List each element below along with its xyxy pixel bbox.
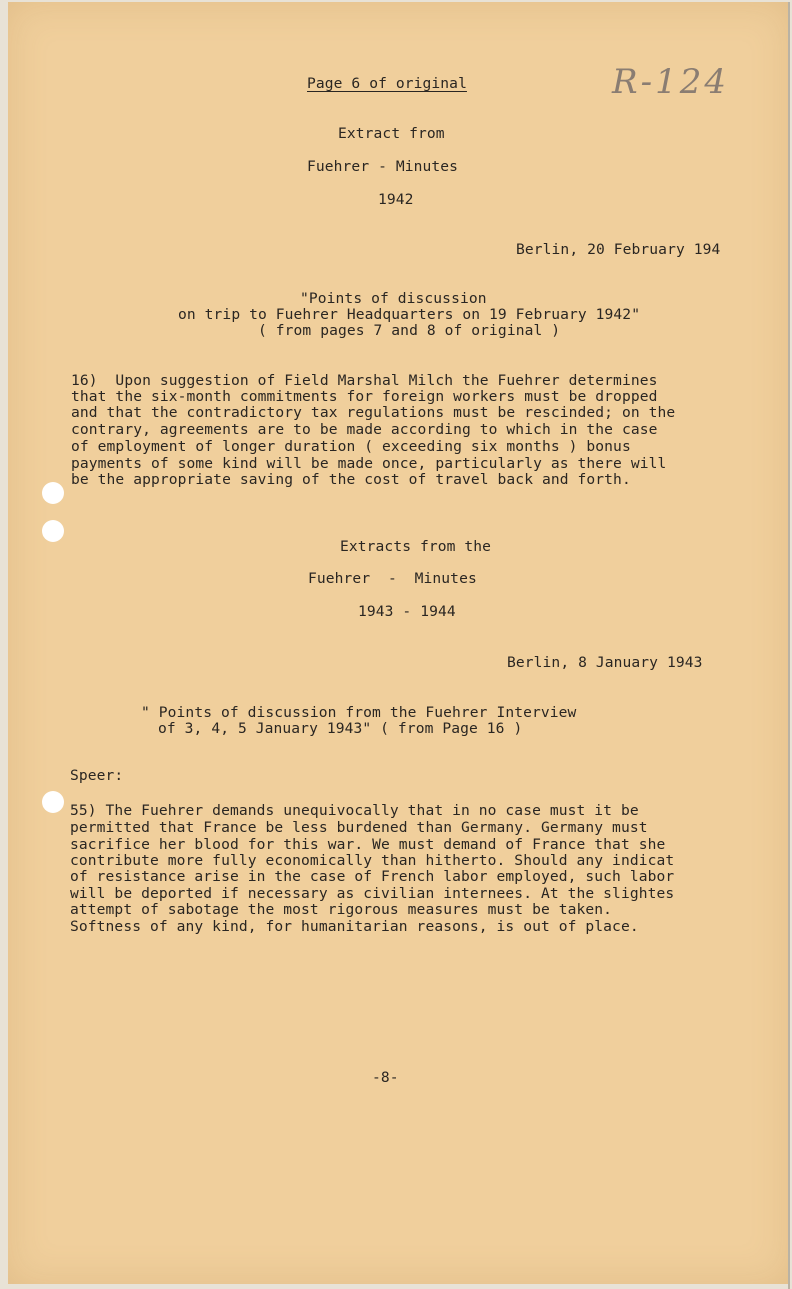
paragraph-line: Softness of any kind, for humanitarian reasons, is out of place.	[70, 918, 639, 935]
paragraph-line: 16) Upon suggestion of Field Marshal Milch the Fuehrer determines	[71, 372, 658, 389]
paragraph-line: of employment of longer duration ( exceeding six months ) bonus	[71, 438, 631, 455]
document-page	[8, 2, 790, 1284]
paragraph-line: and that the contradictory tax regulations must be rescinded; on the	[71, 404, 676, 421]
extract1-discussion-line3: ( from pages 7 and 8 of original )	[258, 322, 561, 339]
paragraph-line: that the six-month commitments for foreign workers must be dropped	[71, 388, 658, 405]
speaker-label: Speer:	[70, 767, 124, 784]
paragraph-line: contribute more fully economically than hitherto. Should any indicat	[70, 852, 675, 869]
extract1-year: 1942	[378, 191, 414, 208]
page-label: Page 6 of original	[307, 75, 467, 92]
punch-hole-1	[42, 482, 64, 504]
extract1-title: Extract from	[338, 125, 445, 142]
extract2-subtitle: Fuehrer - Minutes	[308, 570, 477, 587]
paragraph-line: of resistance arise in the case of French labor employed, such labor	[70, 868, 675, 885]
extract2-discussion-line1: " Points of discussion from the Fuehrer Interview	[141, 704, 577, 721]
extract2-place-date: Berlin, 8 January 1943	[507, 654, 703, 671]
paragraph-line: sacrifice her blood for this war. We must demand of France that she	[70, 836, 666, 853]
paragraph-line: contrary, agreements are to be made according to which in the case	[71, 421, 658, 438]
paragraph-line: be the appropriate saving of the cost of travel back and forth.	[71, 471, 631, 488]
page-number: -8-	[372, 1069, 399, 1086]
extract2-years: 1943 - 1944	[358, 603, 456, 620]
extract1-subtitle: Fuehrer - Minutes	[307, 158, 459, 175]
paragraph-line: will be deported if necessary as civilian internees. At the slightes	[70, 885, 675, 902]
extract1-discussion-line2: on trip to Fuehrer Headquarters on 19 February 1942"	[178, 306, 641, 323]
paragraph-line: permitted that France be less burdened than Germany. Germany must	[70, 819, 648, 836]
page-edge	[788, 2, 790, 1289]
paragraph-line: 55) The Fuehrer demands unequivocally that in no case must it be	[70, 802, 639, 819]
extract2-title: Extracts from the	[340, 538, 492, 555]
paragraph-line: attempt of sabotage the most rigorous measures must be taken.	[70, 901, 613, 918]
paragraph-line: payments of some kind will be made once, particularly as there will	[71, 455, 667, 472]
punch-hole-2	[42, 520, 64, 542]
extract2-discussion-line2: of 3, 4, 5 January 1943" ( from Page 16 )	[158, 720, 523, 737]
extract1-place-date: Berlin, 20 February 194	[516, 241, 721, 258]
extract1-discussion-line1: "Points of discussion	[300, 290, 487, 307]
handwritten-annotation: R-124	[612, 62, 729, 102]
punch-hole-3	[42, 791, 64, 813]
